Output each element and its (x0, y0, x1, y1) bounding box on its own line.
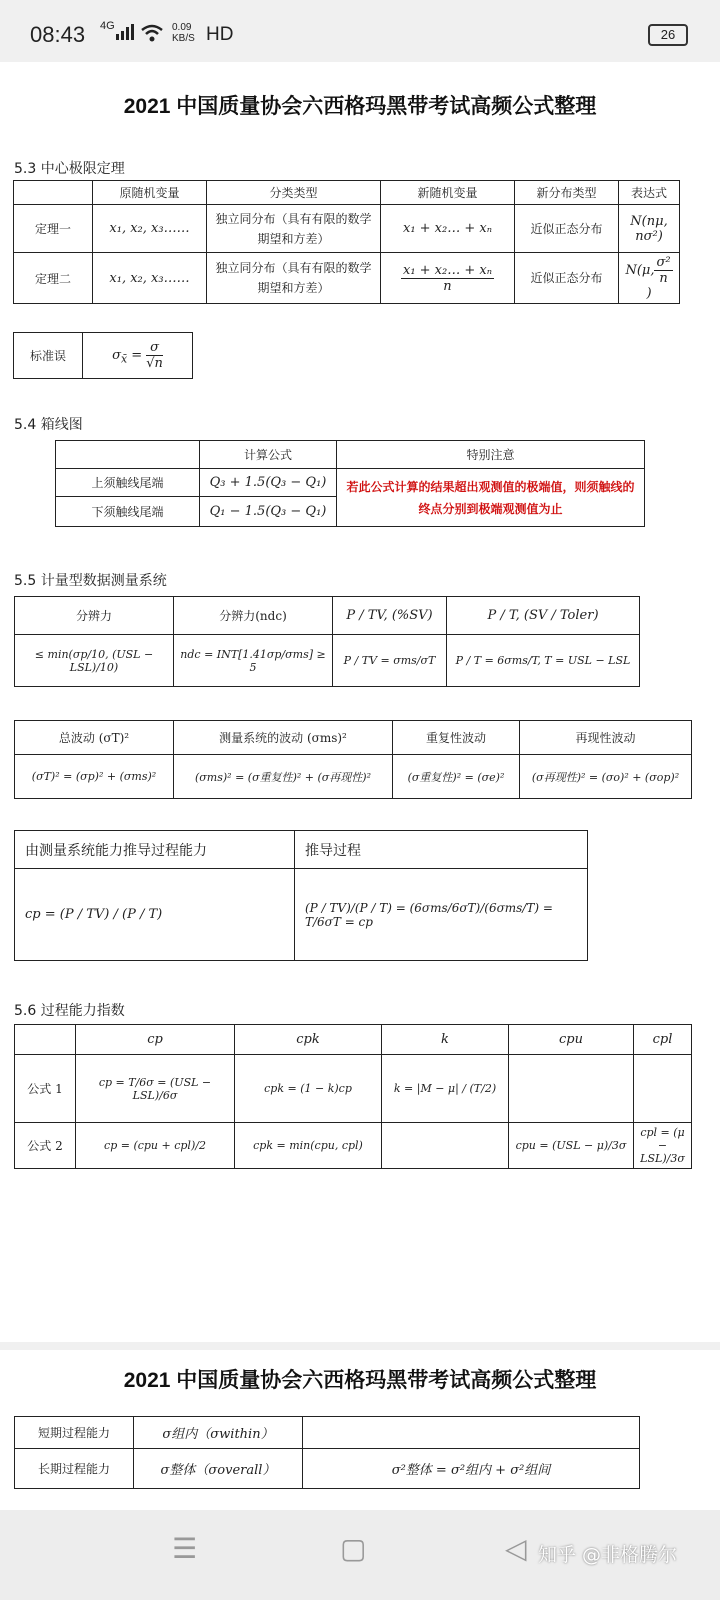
msa-table-2: 总波动 (σT)² 测量系统的波动 (σms)² 重复性波动 再现性波动 (σT)² = (σp)² + (σms)² (σms)² = (σ重复性)² + (σ再现性)² (σ重复性)² = (σe)² (σ再现性)² = (σo)² + (σop)² (14, 720, 692, 799)
msa-table-3: 由测量系统能力推导过程能力 推导过程 cp = (P / TV) / (P / T) (P / TV)/(P / T) = (6σms/6σT)/(6σms/T) = T/6σT = cp (14, 830, 588, 961)
menu-icon[interactable]: ☰ (172, 1532, 198, 1565)
doc-title: 2021 中国质量协会六西格玛黑带考试高频公式整理 (123, 95, 597, 118)
network-speed: 0.09 KB/S (172, 22, 195, 44)
status-time: 08:43 (30, 22, 86, 47)
watermark: 知乎 @非格腾尔 (538, 1544, 678, 1566)
section-heading-5-5: 5.5 计量型数据测量系统 (14, 573, 167, 589)
short-long-table: 短期过程能力 σ组内（σwithin） 长期过程能力 σ整体（σoverall） σ²整体 = σ²组内 + σ²组间 (14, 1416, 640, 1489)
hd-indicator: HD (206, 24, 234, 45)
boxplot-table: 计算公式 特别注意 上须触线尾端 Q₃ + 1.5(Q₃ − Q₁) 若此公式计算的结果超出观测值的极端值，则须触线的终点分别到极端观测值为止 下须触线尾端 Q₁ − 1.5(Q₃ − Q₁) (55, 440, 645, 527)
document-page (0, 62, 720, 1342)
section-heading-5-3: 5.3 中心极限定理 (14, 161, 125, 177)
section-heading-5-4: 5.4 箱线图 (14, 417, 83, 433)
row-label: 定理二 (14, 253, 93, 304)
network-type: 4G (100, 20, 115, 32)
boxplot-note: 若此公式计算的结果超出观测值的极端值，则须触线的终点分别到极端观测值为止 (337, 469, 645, 527)
home-icon[interactable]: ▢ (340, 1532, 367, 1565)
msa-table-1: 分辨力 分辨力(ndc) P / TV, (%SV) P / T, (SV / Toler) ≤ min(σp/10, (USL − LSL)/10) ndc = INT[1.41σp/σms] ≥ 5 P / TV = σms/σT P / T = 6σms/T, T = USL − LSL (14, 596, 640, 687)
signal-icon (116, 24, 136, 40)
clt-table: 原随机变量 分类类型 新随机变量 新分布类型 表达式 定理一 x₁, x₂, x₃…… 独立同分布（具有有限的数学期望和方差） x₁ + x₂… + xₙ 近似正态分布 N(nμ, nσ²) 定理二 x₁, x₂, x₃…… 独立同分布（具有有限的数学期望和方差） $\frac{\text{x₁ + x₂… + xₙ}}{n}$ 近似正态分布 N(μ, $\frac{\text{σ²}}{n}$ ) (13, 180, 680, 304)
wifi-icon (140, 24, 164, 47)
row-label: 定理一 (14, 205, 93, 253)
doc-title-2: 2021 中国质量协会六西格玛黑带考试高频公式整理 (123, 1369, 597, 1392)
battery-icon: 26 (648, 24, 688, 46)
stderr-table: 标准误 $\sigma_{x̄}$ = $\frac{\sigma}{√n}$ (13, 332, 193, 379)
section-heading-5-6: 5.6 过程能力指数 (14, 1003, 125, 1019)
back-icon[interactable]: ◁ (505, 1532, 527, 1565)
status-bar (0, 0, 720, 62)
capability-table: cp cpk k cpu cpl 公式 1 cp = T/6σ = (USL − LSL)/6σ cpk = (1 − k)cp k = |M − μ| / (T/2) 公式 2 cp = (cpu + cpl)/2 cpk = min(cpu, cpl) cpu = (USL − μ)/3σ cpl = (μ − LSL)/3σ (14, 1024, 692, 1169)
